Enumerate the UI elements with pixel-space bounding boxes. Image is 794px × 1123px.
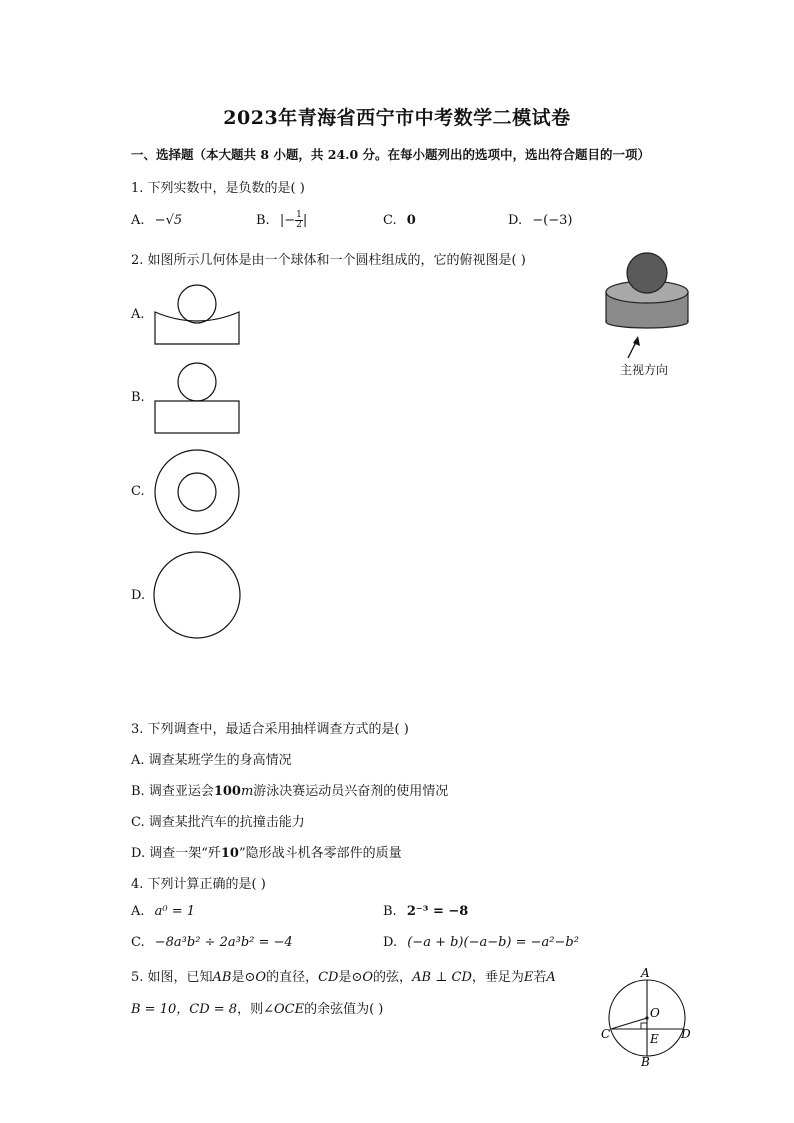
- option-letter: B.: [256, 213, 270, 228]
- q3-option-a[interactable]: A. 调查某班学生的身高情况: [131, 753, 292, 768]
- label-b: B: [641, 1055, 650, 1069]
- page-title: 2023年青海省西宁市中考数学二模试卷: [223, 107, 571, 129]
- q1-option-a[interactable]: [131, 213, 182, 228]
- option-unit: m: [240, 784, 254, 799]
- option-letter: A.: [131, 904, 145, 919]
- q4-option-b[interactable]: [383, 904, 468, 919]
- option-value: a⁰ = 1: [154, 904, 196, 919]
- stem-text: ，则∠: [237, 1002, 274, 1017]
- fraction-numerator: 1: [296, 210, 302, 220]
- option-text: 游泳决赛运动员兴奋剂的使用情况: [253, 784, 449, 799]
- stem-text: 的弦，: [373, 970, 413, 985]
- option-letter: A.: [131, 213, 145, 228]
- option-value: −8a³b² ÷ 2a³b² = −4: [154, 935, 293, 950]
- stem-math: OCE: [273, 1002, 305, 1017]
- option-number: 10: [220, 846, 239, 861]
- segment-oc: [611, 1018, 647, 1029]
- sphere: [627, 253, 667, 293]
- option-text: ”隐形战斗机各零部件的质量: [238, 846, 402, 861]
- stem-math: O: [255, 970, 267, 985]
- option-value: 2⁻³ = −8: [406, 904, 469, 919]
- question-1-stem: 1. 下列实数中，是负数的是( ): [131, 181, 305, 196]
- option-value: −√5: [154, 213, 183, 228]
- right-angle-mark: [641, 1023, 647, 1029]
- q3-option-c[interactable]: C. 调查某批汽车的抗撞击能力: [131, 815, 305, 830]
- stem-math: B = 10，CD = 8: [131, 1002, 238, 1017]
- q2-option-b-figure: [150, 360, 245, 436]
- option-letter: D.: [508, 213, 523, 228]
- q5-circle-figure: [595, 965, 705, 1075]
- q4-option-d[interactable]: [383, 935, 579, 950]
- q3-option-d[interactable]: [131, 842, 402, 861]
- stem-math: A: [546, 970, 556, 985]
- option-number: 100: [213, 784, 241, 799]
- fraction: [295, 211, 303, 230]
- q2-option-a-figure: [150, 282, 245, 348]
- stem-text: 若: [533, 970, 547, 985]
- q4-option-a[interactable]: [131, 904, 195, 919]
- stem-text: 是⊙: [338, 970, 363, 985]
- option-value: (−a + b)(−a−b) = −a²−b²: [407, 935, 579, 950]
- q3-option-b[interactable]: [131, 780, 448, 799]
- q2-option-b-letter[interactable]: B.: [131, 390, 145, 405]
- option-letter: C.: [131, 935, 145, 950]
- abs-bar-right: |: [302, 213, 308, 228]
- fraction-denominator: 2: [296, 220, 302, 230]
- option-value: −(−3): [532, 213, 573, 228]
- q2-option-c-figure: [150, 446, 245, 541]
- q2-option-d-figure: [150, 551, 245, 646]
- q2-option-a-letter[interactable]: A.: [131, 307, 145, 322]
- question-2-stem: 2. 如图所示几何体是由一个球体和一个圆柱组成的，它的俯视图是( ): [131, 253, 526, 268]
- q2-option-d-letter[interactable]: D.: [131, 588, 146, 603]
- option-letter: B.: [383, 904, 397, 919]
- question-5-stem-line-2: [131, 998, 383, 1017]
- stem-text: 5. 如图，已知: [131, 970, 213, 985]
- stem-math: AB ⊥ CD: [412, 970, 472, 985]
- option-text: B. 调查亚运会: [131, 784, 214, 799]
- option-letter: D.: [383, 935, 398, 950]
- abs-bar-left: |−: [279, 213, 296, 228]
- stem-math: O: [362, 970, 374, 985]
- stem-text: 的余弦值为( ): [304, 1002, 384, 1017]
- label-o: O: [650, 1006, 660, 1020]
- stem-math: AB: [212, 970, 232, 985]
- stem-text: 是⊙: [231, 970, 256, 985]
- question-5-stem-line-1: [131, 966, 556, 985]
- label-e: E: [650, 1032, 659, 1046]
- q1-option-c[interactable]: [383, 213, 416, 228]
- q2-option-c-letter[interactable]: C.: [131, 484, 145, 499]
- stem-text: ，垂足为: [471, 970, 524, 985]
- label-c: C: [601, 1027, 611, 1041]
- view-direction-caption: 主视方向: [620, 363, 669, 377]
- question-4-stem: 4. 下列计算正确的是( ): [131, 877, 266, 892]
- cylinder-fill: [607, 305, 687, 322]
- q1-option-b[interactable]: [256, 211, 307, 230]
- stem-text: 的直径，: [266, 970, 319, 985]
- label-a: A: [641, 966, 650, 980]
- question-3-stem: 3. 下列调查中，最适合采用抽样调查方式的是( ): [131, 722, 409, 737]
- q4-option-c[interactable]: [131, 935, 293, 950]
- option-letter: C.: [383, 213, 397, 228]
- section-heading: 一、选择题（本大题共 8 小题，共 24.0 分。在每小题列出的选项中，选出符合题目的一项）: [131, 147, 651, 162]
- option-value: 0: [406, 213, 416, 228]
- label-d: D: [681, 1027, 691, 1041]
- q1-option-d[interactable]: [508, 213, 572, 228]
- stem-math: CD: [318, 970, 339, 985]
- stem-math: E: [523, 970, 534, 985]
- option-text: D. 调查一架“歼: [131, 846, 221, 861]
- center-point: [645, 1016, 648, 1019]
